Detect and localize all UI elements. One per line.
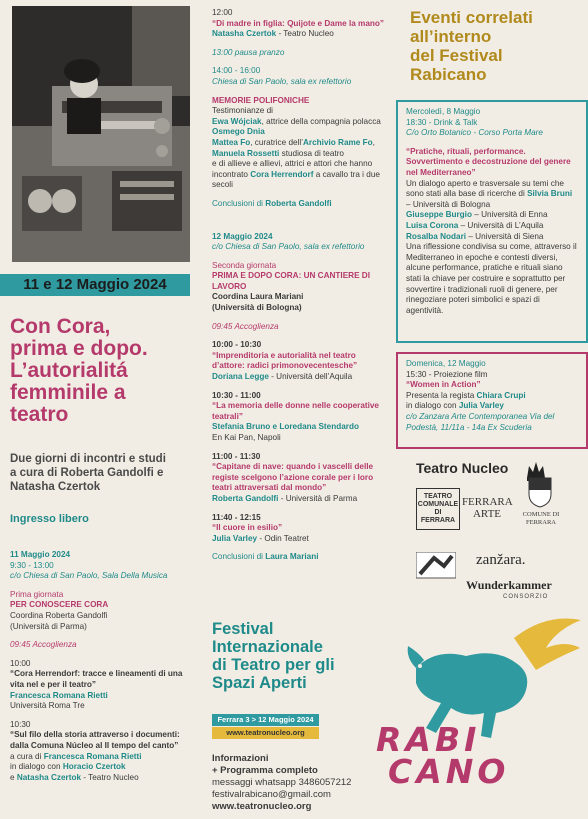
rabicano-bottom: CANO — [388, 752, 510, 791]
date-banner: 11 e 12 Maggio 2024 — [0, 274, 190, 296]
day1-theme: PER CONOSCERE CORA — [10, 600, 109, 610]
speaker-desc: studiosa di teatro — [279, 148, 344, 158]
day2-label: Seconda giornata — [212, 260, 277, 270]
slot-affiliation: Università Roma Tre — [10, 701, 85, 711]
photo-illustration — [12, 6, 190, 262]
afternoon-place: Chiesa di San Paolo, sala ex refettorio — [212, 76, 352, 86]
related-events-heading — [410, 8, 580, 84]
info-email[interactable]: festivalrabicano@gmail.com — [212, 789, 331, 800]
festival-line: di Teatro per gli — [212, 656, 335, 674]
day1-univ: (Università di Parma) — [10, 621, 87, 631]
heading-line: Rabicano — [410, 65, 487, 84]
speaker-desc: , attrice della compagnia polacca — [261, 116, 381, 126]
cora-photo — [12, 6, 190, 262]
slot-time: 11:00 - 11:30 — [212, 451, 261, 461]
day1-date: 11 Maggio 2024 — [10, 550, 71, 559]
speaker-aff: – Università di Siena — [466, 231, 544, 241]
title-line: L’autorialitá — [10, 359, 128, 382]
slot-speaker: Francesca Romana Rietti — [10, 690, 108, 700]
speaker-aff: – Università di L’Aquila — [458, 220, 544, 230]
event-place: c/o Zanzara Arte Contemporanea Via del Podestà, 11/11a - 14a Ex Scuderia — [406, 411, 555, 432]
slot-title: “Cora Herrendorf: tracce e lineamenti di una vita nel e per il teatro” — [10, 669, 183, 689]
slot-affiliation: - Università di Parma — [278, 493, 358, 503]
info-block — [212, 753, 382, 813]
day2-date: 12 Maggio 2024 — [212, 231, 273, 241]
title-line: teatro — [10, 403, 69, 426]
speaker-manuela: Manuela Rossetti — [212, 148, 280, 158]
event-date: Mercoledì, 8 Maggio — [406, 107, 481, 116]
festival-line: Festival — [212, 620, 274, 638]
day1-time: 9:30 - 13:00 — [10, 560, 54, 570]
festival-site-link[interactable]: www.teatronucleo.org — [212, 727, 319, 739]
title-line: femminile a — [10, 381, 126, 404]
slot-speaker: Roberta Gandolfi — [212, 493, 279, 503]
event-place: C/o Orto Botanico - Corso Porta Mare — [406, 128, 543, 138]
slot-title: “Imprenditoria e autorialità nel teatro d’attore: radici primonovecentesche” — [212, 350, 358, 371]
speaker-aff: – Università di Bologna — [406, 199, 491, 209]
subtitle — [10, 452, 190, 494]
slot-speaker: Doriana Legge — [212, 372, 269, 382]
slot-affiliation: - Teatro Nucleo — [81, 772, 139, 782]
slot-time: 10:30 — [10, 719, 31, 729]
heading-line: all’interno — [410, 27, 492, 46]
rabicano-top: RABI — [376, 720, 481, 759]
speaker-name: Rosalba Nodari — [406, 231, 467, 241]
slot-time: 12:00 — [212, 8, 233, 17]
event-body: Una riflessione condivisa su come, attraverso il Mediterraneo in epoche e contesti diversi, alcune performance, pratiche e rituali siano stati la chiave per costruire e soprattutto per sovvertire i tradizionali ruoli di genere, per rinegoziare poteri simbolici e spazi di agentività. — [406, 242, 577, 315]
speaker-name: Giuseppe Burgio — [406, 210, 472, 220]
event-time: 15:30 - Proiezione film — [406, 369, 488, 379]
conclusioni-pre: Conclusioni di — [212, 552, 266, 562]
slot-speaker: Francesca Romana Rietti — [43, 751, 142, 761]
slot-speaker: Julia Varley — [212, 533, 258, 543]
speaker-aff: – Università di Enna — [471, 210, 548, 220]
conclusioni-name: Laura Mariani — [265, 552, 319, 562]
day2-coord: Coordina Laura Mariani — [212, 292, 304, 302]
day2-theme: PRIMA E DOPO CORA: UN CANTIERE DI LAVORO — [212, 271, 370, 291]
speaker-desc: , curatrice dell’ — [250, 137, 304, 147]
slot-time: 10:00 — [10, 658, 31, 668]
title-line: prima e dopo. — [10, 337, 148, 360]
logo-ferrara-arte: FERRARA ARTE — [461, 496, 513, 520]
logo-teatro-nucleo: Teatro Nucleo — [416, 460, 509, 476]
event-box-12-maggio — [396, 352, 588, 449]
slot-title: “Di madre in figlia: Quijote e Dame la mano” — [212, 18, 384, 28]
slot-speaker: Natasha Czertok — [16, 772, 82, 782]
middle-program: 12:00 “Di madre in figlia: Quijote e Dame la mano” Natasha Czertok - Teatro Nucleo 13:00 pausa pranzo 14:00 - 16:00 Chiesa di San Paolo, sala ex refettorio MEMORIE POLIFONICHE Testimonianze di Ewa Wójciak, attrice della compagnia polacca Osmego Dnia Mattea Fo, curatrice dell’Archivio Rame Fo, Manuela Rossetti studiosa di teatro e di allieve e allievi, attrici e attori che hanno incontrato Cora Herrendorf a cavallo tra i due secoli Conclusioni di Roberta Gandolfi 12 Maggio 2024 c/o Chiesa di San Paolo, sala ex refettorio Seconda giornata PRIMA E DOPO CORA: UN CANTIERE DI LAVORO Coordina Laura Mariani (Università di Bologna) 09:45 Accoglienza 10:00 - 10:30 “Imprenditoria e autorialità nel teatro d’attore: radici primonovecentesche” Doriana Legge - Università dell’Aquila 10:30 - 11:00 “La memoria delle donne nelle cooperative teatrali” Stefania Bruno e Loredana Stendardo En Kai Pan, Napoli 11:00 - 11:30 “Capitane di nave: quando i vascelli delle registe scelgono l’azione corale per i loro teatri attraversati dal mondo” Roberta Gandolfi - Università di Parma 11:40 - 12:15 “Il cuore in esilio” Julia Varley - Odin Teatret Conclusioni di Laura Mariani — [212, 8, 390, 563]
festival-title — [212, 620, 372, 692]
logo-zanzara: zanžara. — [476, 552, 526, 568]
testimonianze: Testimonianze di — [212, 106, 273, 116]
day2-place: c/o Chiesa di San Paolo, sala ex refettorio — [212, 242, 365, 252]
event-body: in dialogo con — [406, 401, 459, 411]
logo-teatro-comunale: TEATRO COMUNALE DI FERRARA — [416, 488, 460, 530]
slot-title: “Capitane di nave: quando i vascelli delle registe scelgono l’azione corale per i loro teatri attraversati dal mondo” — [212, 462, 374, 493]
event-body: Un dialogo aperto e trasversale su temi che sono stati alla base di ricerche di — [406, 178, 564, 199]
lunch-break: 13:00 pausa pranzo — [212, 47, 285, 57]
event-box-8-maggio — [396, 100, 588, 343]
slot-affiliation: En Kai Pan, Napoli — [212, 433, 281, 442]
event-title: “Women in Action” — [406, 380, 481, 390]
main-title — [10, 316, 190, 426]
title-line: Con Cora, — [10, 315, 111, 338]
logo-comune-ferrara: COMUNE DI FERRARA — [522, 511, 560, 526]
info-whatsapp: messaggi whatsapp 3486057212 — [212, 777, 352, 788]
slot-speaker: Stefania Bruno e Loredana Stendardo — [212, 422, 359, 432]
archive-name: Archivio Rame Fo — [303, 137, 373, 147]
slot-pre: a cura di — [10, 751, 44, 761]
festival-line: Internazionale — [212, 638, 323, 656]
day1-place: c/o Chiesa di San Paolo, Sala Della Musica — [10, 571, 168, 581]
day2-welcome: 09:45 Accoglienza — [212, 321, 279, 331]
event-title: “Pratiche, rituali, performance. Sovvertimento e decostruzione del genere nel Mediterraneo” — [406, 146, 571, 177]
slot-time: 10:30 - 11:00 — [212, 390, 261, 400]
slot-time: 11:40 - 12:15 — [212, 512, 261, 522]
slot-speaker: Horacio Czertok — [62, 762, 126, 772]
slot-and: e — [10, 772, 17, 782]
afternoon-time: 14:00 - 16:00 — [212, 66, 261, 76]
event-body: Presenta la regista — [406, 390, 477, 400]
subtitle-line: Due giorni di incontri e studi — [10, 453, 166, 465]
conclusioni-pre: Conclusioni di — [212, 198, 266, 208]
speaker-name: Chiara Crupi — [476, 390, 526, 400]
speaker-mattea: Mattea Fo — [212, 137, 251, 147]
day2-univ: (Università di Bologna) — [212, 303, 302, 313]
festival-line: Spazi Aperti — [212, 674, 307, 692]
slot-dialog: in dialogo con — [10, 762, 63, 772]
event-time: 18:30 - Drink & Talk — [406, 117, 478, 127]
day1-label: Prima giornata — [10, 589, 64, 599]
day1-coord: Coordina Roberta Gandolfi — [10, 610, 108, 620]
cora-rest: a cavallo tra i due secoli — [212, 169, 380, 190]
subtitle-line: a cura di Roberta Gandolfi e — [10, 467, 164, 479]
slot-time: 10:00 - 10:30 — [212, 340, 262, 350]
conclusioni-name: Roberta Gandolfi — [265, 198, 332, 208]
cora-name: Cora Herrendorf — [250, 169, 314, 179]
speaker-name: Silvia Bruni — [527, 189, 573, 199]
logo-wunderkammer-sub: CONSORZIO — [503, 594, 549, 600]
slot-affiliation: - Teatro Nucleo — [276, 29, 334, 39]
speaker-name: Luisa Corona — [406, 220, 459, 230]
festival-dates: Ferrara 3 > 12 Maggio 2024 — [212, 714, 319, 726]
shield-icon — [527, 476, 553, 508]
rabicano-logo — [376, 720, 510, 791]
logo-regione-icon — [416, 552, 456, 584]
logo-wunderkammer: Wunderkammer — [466, 578, 552, 592]
subtitle-line: Natasha Czertok — [10, 481, 101, 493]
heading-line: del Festival — [410, 46, 503, 65]
speaker-name: Julia Varley — [458, 401, 504, 411]
slot-speaker: Natasha Czertok — [212, 29, 277, 39]
company-name: Osmego Dnia — [212, 127, 265, 137]
speaker-ewa: Ewa Wójciak — [212, 116, 262, 126]
free-entry: Ingresso libero — [10, 513, 89, 525]
slot-affiliation: - Università dell’Aquila — [268, 372, 353, 382]
info-site[interactable]: www.teatronucleo.org — [212, 801, 312, 812]
day1-program — [10, 550, 190, 783]
day1-welcome: 09:45 Accoglienza — [10, 640, 77, 650]
allievi-text: e di allieve e allievi, attrici e attori che hanno incontrato — [212, 159, 373, 179]
slot-affiliation: - Odin Teatret — [257, 533, 309, 543]
event-date: Domenica, 12 Maggio — [406, 359, 486, 368]
slot-title: “Sul filo della storia attraverso i documenti: dalla Comuna Núcleo al Il tempo del canto” — [10, 730, 180, 750]
info-title: Informazioni — [212, 753, 269, 764]
heading-line: Eventi correlati — [410, 8, 533, 27]
memorie-title: MEMORIE POLIFONICHE — [212, 95, 310, 105]
slot-title: “Il cuore in esilio” — [212, 523, 283, 533]
slot-title: “La memoria delle donne nelle cooperative teatrali” — [212, 401, 379, 421]
info-program: + Programma completo — [212, 765, 318, 776]
